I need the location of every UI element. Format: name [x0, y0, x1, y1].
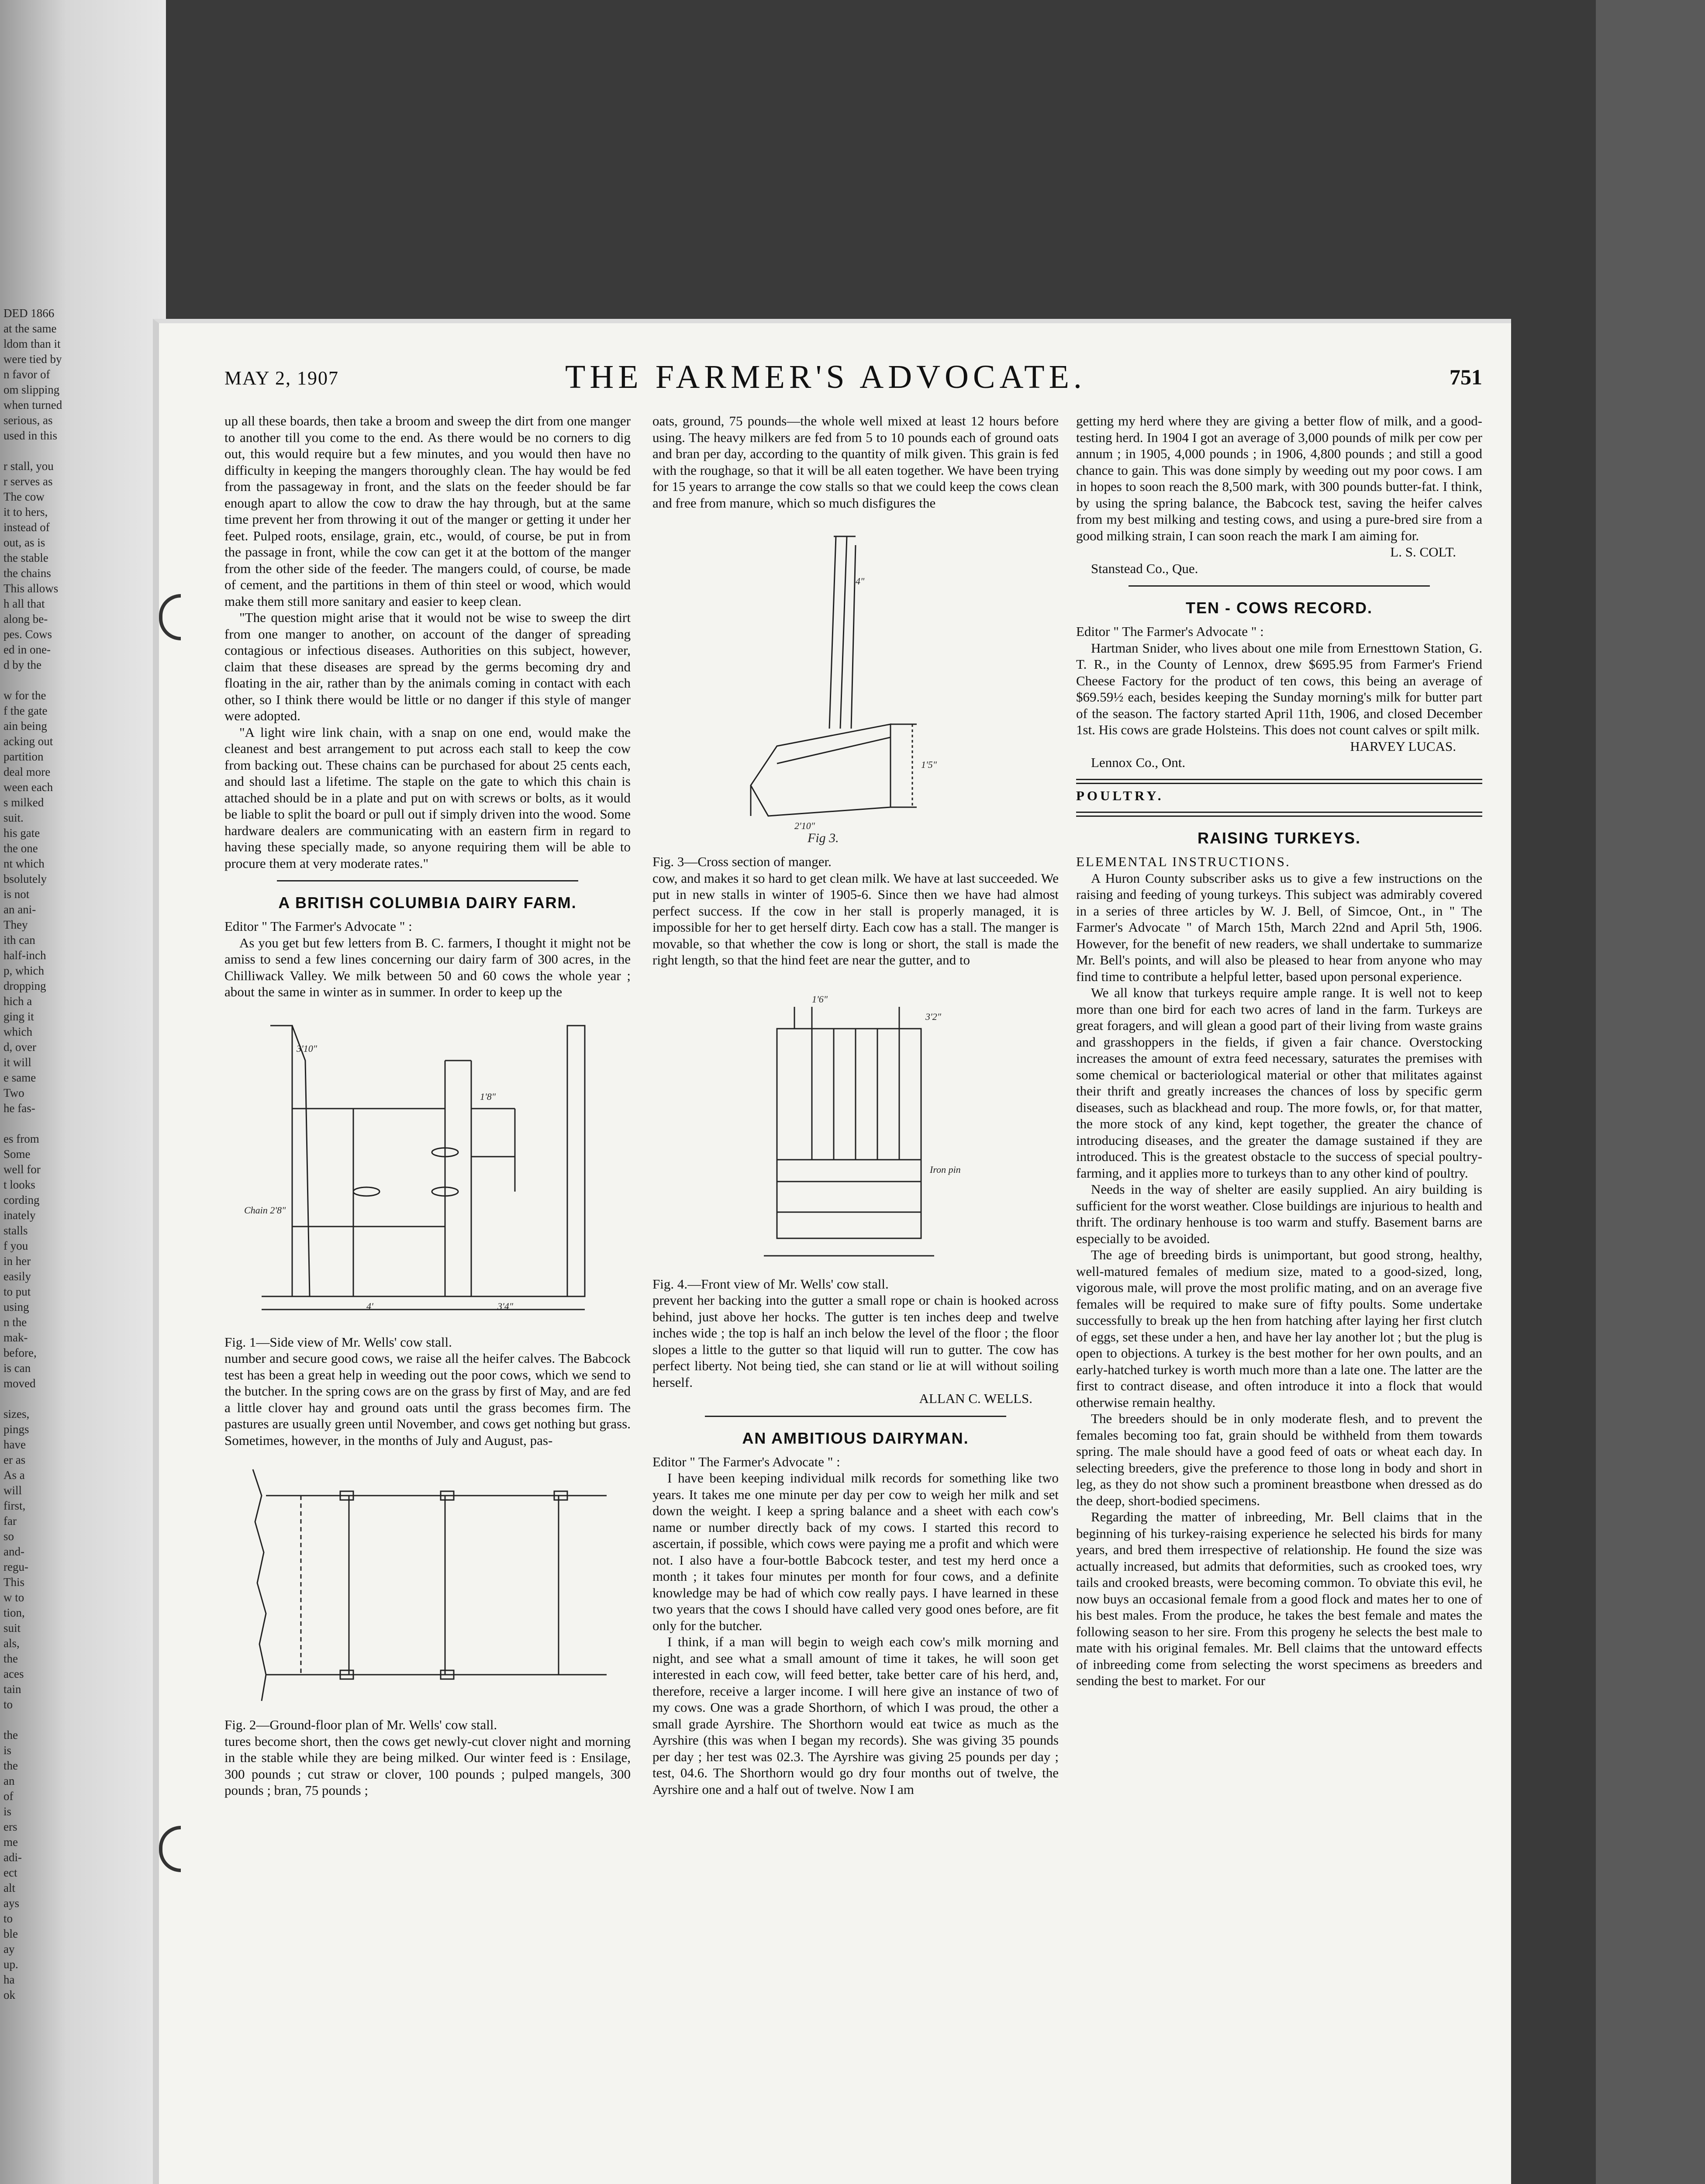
figure-caption: Fig. 2—Ground-floor plan of Mr. Wells' cow stall. — [224, 1717, 497, 1732]
side-view-drawing — [235, 1008, 620, 1331]
floor-plan-drawing — [235, 1456, 620, 1714]
article-paragraph: Regarding the matter of inbreeding, Mr. Bell claims that in the beginning of his turkey-raising experience he selected his birds for many years, and bred them irrespective of relationship. He found the size was actually increased, but admits that deformities, such as crooked toes, wry tails and crooked breasts, were becoming common. To obviate this evil, he now buys an occasional female from a good flock and mates her to one of his best males. From the produce, he takes the best female and mates the following season to her sire. From this progeny he selects the best male to mate with his original females. Mr. Bell claims that the untoward effects of inbreeding come from selecting the worst specimens as breeders and sending the best to market. For our — [1076, 1509, 1482, 1688]
previous-page-text: at the same ldom than it were tied by n favor of om slipping when turned serious, as used in this r stall, you r serves as The cow it to hers, instead of out, as is the stable the chains This allows h all that along be- pes. Cows ed in one- d by the w for the f the gate ain being acking out partition deal more ween each s milked suit. his gate the one nt which bsolutely is not an ani- They ith can half-inch p, which dropping hich a ging it which d, over it will e same Two he fas- es from Some well for t looks cording inately stalls f you in her easily to put using n the mak- before, is can moved sizes, pings have er as As a will first, far so and- regu- This w to tion, suit als, the aces tain to the is the an of is ers me adi- ect alt ays to ble ay up. ha ok — [3, 322, 62, 2001]
svg-text:4': 4' — [366, 1300, 373, 1312]
previous-page-fragment — [0, 306, 144, 2184]
svg-text:Chain 2'8": Chain 2'8" — [244, 1204, 286, 1216]
article-paragraph: The breeders should be in only moderate flesh, and to prevent the females becoming too fat, grain should be withheld from them towards spring. The male should have a good feed of oats or wheat each day. In selecting breeders, give the preference to those long in body and short in leg, as they do not show such a prominent breastbone when dressed as do the deep, short-bodied specimens. — [1076, 1411, 1482, 1508]
article-paragraph: I have been keeping individual milk records for something like two years. It takes me one minute per day per cow to weigh her milk and set down the weight. I keep a spring balance and a sheet with each cow's name or number directly back of my cows. I started this record to ascertain, if possible, which cows were paying me a profit and which were not. I also have a four-bottle Babcock tester, and test my herd once a month ; it takes four minutes per month for four cows, and a definite knowledge may be had of which cow really pays. I have learned in these two years that the cows I should have called very good ones before, are fit only for the butcher. — [652, 1470, 1059, 1633]
svg-text:3'2": 3'2" — [925, 1011, 941, 1022]
article-paragraph: oats, ground, 75 pounds—the whole well mixed at least 12 hours before using. The heavy milkers are fed from 5 to 10 pounds each of ground oats and bran per day, according to the quantity of milk given. This grain is fed with the roughage, so that it will be all eaten together. We have been trying for 15 years to arrange the cow stalls so that we could keep the cows clean and free from manure, which so much disfigures the — [652, 413, 1059, 511]
article-heading: RAISING TURKEYS. — [1197, 829, 1361, 847]
svg-text:4": 4" — [856, 576, 865, 587]
scan-right-margin — [1596, 0, 1705, 2184]
article-paragraph: prevent her backing into the gutter a small rope or chain is hooked across behind, just above her hocks. The gutter is ten inches deep and twelve inches wide ; the top is half an inch below the level of the floor ; the floor slopes a little to the gutter so that liquid will run to gutter. The cow has perfect liberty. Not being tied, she can stand or lie at will without soiling herself. — [652, 1292, 1059, 1390]
svg-text:1'8": 1'8" — [480, 1091, 496, 1102]
svg-text:3'4": 3'4" — [497, 1300, 513, 1312]
article-paragraph: We all know that turkeys require ample range. It is well not to keep more than one bird for each two acres of land in the farm. Turkeys are great foragers, and will glean a good part of their living from waste grains and grasshoppers in the fields, if given a fair chance. Overstocking increases the amount of extra feed necessary, saturates the premises with some chemical or bacteriological material or other that militates against their thrift and greatly increases the chances of loss by specific germ diseases, such as blackhead and roup. The more fowls, or, for that matter, the more stock of any kind, kept together, the greater the chance of introducing diseases, and the greater the damage sustained if they are introduced. This is the greatest obstacle to the success of special poultry-farming, and it applies more to turkeys than to any other kind of poultry. — [1076, 985, 1482, 1181]
column-rule — [1129, 585, 1430, 587]
article-paragraph: "A light wire link chain, with a snap on one end, would make the cleanest and best arrangement to put across each stall to keep the cow from backing out. These chains can be purchased for about 25 cents each, and should last a lifetime. The staple on the gate to which this chain is attached should be in a plate and put on with screws or bolts, as it would be liable to split the board or pull out if simply driven into the wood. Some hardware dealers are communicating with an eastern firm in regard to having these specially made, so anyone requiring them will be able to procure them at very moderate rates." — [224, 724, 631, 871]
figure-4-front-view — [652, 976, 1059, 1273]
article-paragraph: "The question might arise that it would not be wise to sweep the dirt from one manger to another, on account of the danger of spreading contagious or infectious diseases. Authorities on this subject, however, claim that these diseases are spread by the germs becoming dry and floating in the air, rather than by the animals coming in contact with each other, so I think there would be little or no danger if this style of manger were adopted. — [224, 610, 631, 723]
binding-hole-icon — [159, 594, 181, 640]
editor-salutation: Editor " The Farmer's Advocate " : — [652, 1454, 840, 1469]
author-signature: HARVEY LUCAS. — [1350, 738, 1456, 754]
author-location: Stanstead Co., Que. — [1091, 560, 1198, 576]
article-paragraph: As you get but few letters from B. C. farmers, I thought it might not be amiss to send a few lines concerning our dairy farm of 300 acres, in the Chilliwack Valley. We milk between 50 and 60 cows the whole year ; about the same in winter as in summer. In order to keep up the — [224, 935, 631, 999]
figure-caption: Fig. 1—Side view of Mr. Wells' cow stall. — [224, 1334, 452, 1350]
author-location: Lennox Co., Ont. — [1091, 755, 1186, 770]
column-1 — [224, 413, 631, 1799]
column-rule — [277, 880, 578, 881]
article-subheading: ELEMENTAL INSTRUCTIONS. — [1076, 854, 1291, 869]
article-heading: A BRITISH COLUMBIA DAIRY FARM. — [278, 894, 577, 912]
figure-caption: Fig. 4.—Front view of Mr. Wells' cow stall. — [652, 1276, 889, 1292]
page-number: 751 — [1450, 365, 1482, 389]
front-view-drawing — [663, 976, 1048, 1273]
article-heading: TEN - COWS RECORD. — [1186, 599, 1373, 617]
section-rule — [1076, 812, 1482, 817]
figure-label: Fig 3. — [808, 831, 839, 845]
article-paragraph: up all these boards, then take a broom and sweep the dirt from one manger to another till you come to the end. As there would be no corners to dig out, this would require but a few minutes, and you would then have no difficulty in keeping the mangers thoroughly clean. The hay would be fed from the passageway in front, and the slats on the feeder should be far enough apart to allow the cow to draw the hay through, but at the same time prevent her from throwing it out of the manger or getting it under her feet. Pulped roots, ensilage, grain, etc., would, of course, be put in from the passage in front, while the cow can get it at the bottom of the manger from the other side of the feeder. The mangers could, of course, be made of cement, and the partitions in them of thin steel or wood, which would make them still more sanitary and easier to keep clean. — [224, 413, 631, 609]
manger-cross-section-drawing — [663, 519, 1048, 851]
section-title: POULTRY. — [1076, 788, 1164, 803]
article-paragraph: Hartman Snider, who lives about one mile from Ernesttown Station, G. T. R., in the County of Lennox, drew $695.95 from Farmer's Friend Cheese Factory for the product of ten cows, this being an average of $69.59½ each, besides keeping the Sunday morning's milk for butter part of the season. The factory started April 11th, 1906, and closed December 1st. His cows are grade Holsteins. This does not count calves or spilt milk. — [1076, 640, 1482, 737]
column-rule — [705, 1416, 1006, 1417]
issue-date: MAY 2, 1907 — [224, 367, 339, 389]
column-2 — [652, 413, 1059, 1797]
article-paragraph: I think, if a man will begin to weigh each cow's milk morning and night, and see what a small amount of time it takes, he will soon get interested in each cow, will feed better, take better care of his herd, and, therefore, receive a larger income. I will here give an instance of two of my cows. One was a grade Shorthorn, of which I was proud, the other a small grade Ayrshire. The Shorthorn would eat twice as much as the Ayrshire (this was when I began my records). She was giving 35 pounds per day ; her test was 02.3. The Ayrshire was giving 25 pounds per day ; test, 04.6. The Shorthorn would go dry four months out of twelve, the Ayrshire one and a half out of twelve. Now I am — [652, 1634, 1059, 1797]
editor-salutation: Editor " The Farmer's Advocate " : — [224, 919, 412, 934]
article-paragraph: tures become short, then the cows get newly-cut clover night and morning in the stable while they are being milked. Our winter feed is : Ensilage, 300 pounds ; cut straw or clover, 100 pounds ; pulped mangels, 300 pounds ; bran, 75 pounds ; — [224, 1733, 631, 1798]
article-paragraph: getting my herd where they are giving a better flow of milk, and a good-testing herd. In 1904 I got an average of 3,000 pounds of milk per cow per annum ; in 1905, 4,000 pounds ; in 1906, 4,800 pounds ; and still a good chance to gain. This was done simply by weeding out my poor cows. I am in hopes to soon reach the 8,500 mark, with 300 pounds butter-fat. I think, by using the spring balance, the Babcock test, saving the heifer calves from my best milking and testing cows, and using a pure-bred sire from a good milking strain, I can soon reach the mark I am aiming for. — [1076, 413, 1482, 543]
column-3 — [1076, 413, 1482, 1689]
article-paragraph: A Huron County subscriber asks us to give a few instructions on the raising and feeding of young turkeys. This subject was admirably covered in a series of three articles by W. J. Bell, of Simcoe, Ont., in " The Farmer's Advocate " of March 15th, March 22nd and April 5th, 1906. However, for the benefit of new readers, we shall undertake to summarize Mr. Bell's points, and will also be pleased to hear from anyone who may find time to contribute a helpful letter, based upon personal experience. — [1076, 870, 1482, 984]
svg-text:1'6": 1'6" — [812, 993, 828, 1005]
figure-caption: Fig. 3—Cross section of manger. — [652, 854, 832, 869]
article-heading: AN AMBITIOUS DAIRYMAN. — [742, 1429, 969, 1447]
running-head — [224, 358, 1482, 397]
figure-3-manger-cross-section — [652, 519, 1059, 851]
article-paragraph: number and secure good cows, we raise all the heifer calves. The Babcock test has been a great help in weeding out the poor cows, which we send to the butcher. In the spring cows are on the grass by first of May, and are fed a little clover hay and ground oats until the grass becomes firm. The pastures are usually green until November, and cows get nothing but grass. Sometimes, however, in the months of July and August, pas- — [224, 1351, 631, 1448]
figure-2-floor-plan — [224, 1456, 631, 1714]
article-paragraph: Needs in the way of shelter are easily supplied. An airy building is sufficient for the worst weather. Close buildings are injurious to health and thrift. The ordinary henhouse is too warm and stuffy. Basement barns are especially to be avoided. — [1076, 1182, 1482, 1246]
svg-text:2'10": 2'10" — [794, 820, 815, 831]
section-rule — [1076, 779, 1482, 784]
author-signature: L. S. COLT. — [1390, 544, 1456, 560]
newspaper-page — [153, 319, 1511, 2184]
svg-text:Iron pin: Iron pin — [930, 1164, 961, 1175]
svg-text:3'10": 3'10" — [297, 1043, 317, 1054]
binding-hole-icon — [159, 1826, 181, 1872]
masthead-title: THE FARMER'S ADVOCATE. — [565, 359, 1086, 395]
figure-1-side-view — [224, 1008, 631, 1331]
svg-text:1'5": 1'5" — [921, 759, 937, 770]
author-signature: ALLAN C. WELLS. — [919, 1391, 1032, 1406]
previous-page-header: DED 1866 — [3, 307, 55, 320]
editor-salutation: Editor " The Farmer's Advocate " : — [1076, 624, 1264, 639]
article-paragraph: cow, and makes it so hard to get clean milk. We have at last succeeded. We put in new stalls in winter of 1905-6. Since then we have had almost perfect success. If the cow in her stall is properly managed, it is impossible for her to get herself dirty. Each cow has a stall. The manger is movable, so that whether the cow is long or short, the stall is made the right length, so that the hind feet are near the gutter, and to — [652, 870, 1059, 968]
article-paragraph: The age of breeding birds is unimportant, but good strong, healthy, well-matured females of medium size, mated to a good-sized, long, vigorous male, will prove the most prolific mating, and on an average five females will be required to make sure of fifty poults. Some undertake successfully to break up the hen from hatching after laying her first clutch of eggs, set these under a hen, and have her lay another lot ; but the plug is open to objections. A turkey is the best mother for her own poults, and an early-hatched turkey is worth much more than a late one. The latter are the first to contract disease, and often introduce it into a flock that would otherwise remain healthy. — [1076, 1247, 1482, 1410]
